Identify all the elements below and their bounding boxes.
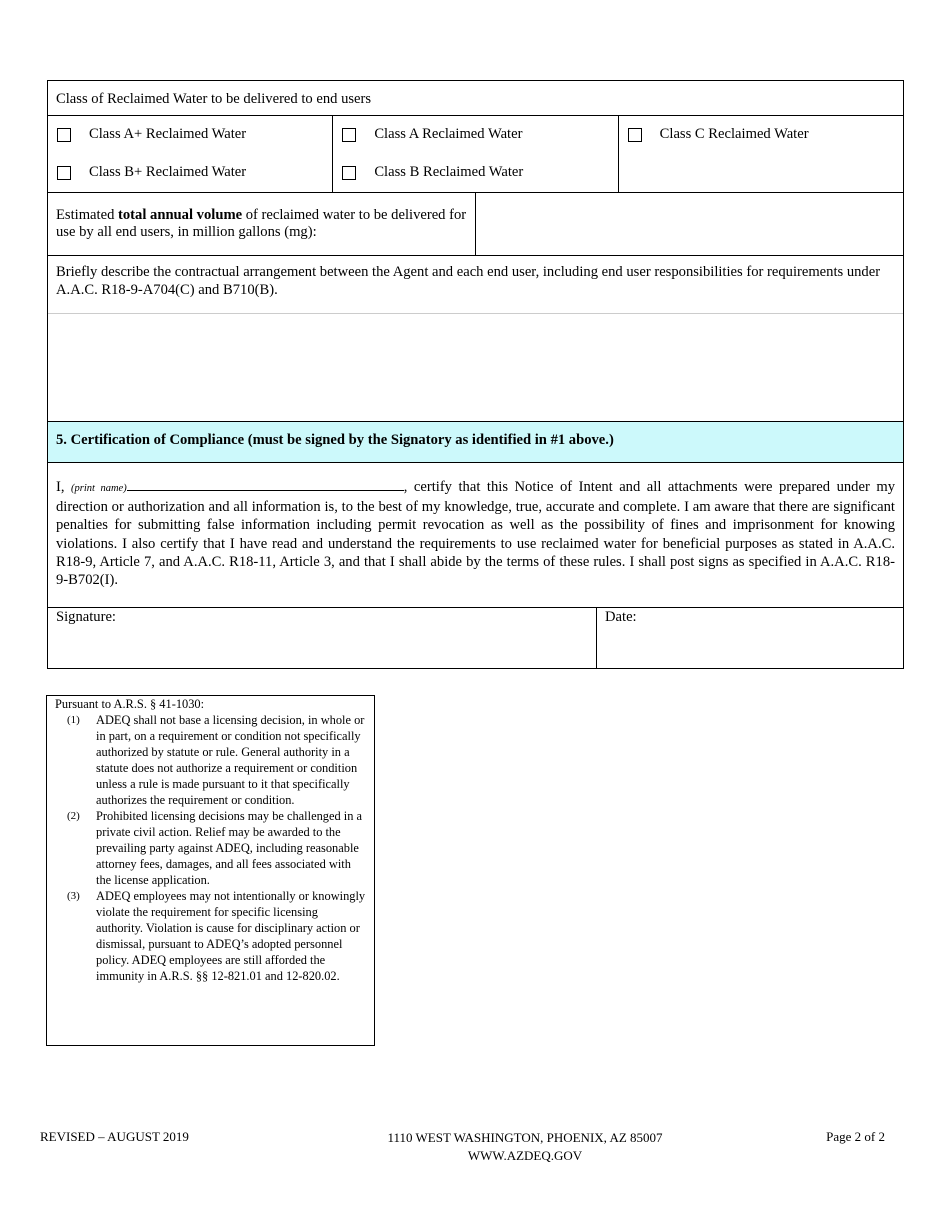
notice-item-text: Prohibited licensing decisions may be challenged in a private civil action. Relief may be awarded to the prevailing party against ADEQ, including reasonable attorney fees, damages, and all fees associated with the license application. [96, 809, 362, 887]
certification-header: 5. Certification of Compliance (must be signed by the Signatory as identified in #1 above.) [48, 422, 903, 463]
class-a-checkbox[interactable] [342, 128, 356, 142]
class-options-grid [48, 116, 903, 193]
class-column-3 [619, 116, 903, 192]
annual-volume-label: Estimated total annual volume of reclaimed water to be delivered for use by all end users, in million gallons (mg): [48, 193, 476, 255]
class-b-option[interactable] [333, 163, 617, 182]
annual-volume-field[interactable] [476, 193, 903, 255]
footer-address: 1110 WEST WASHINGTON, PHOENIX, AZ 85007 [387, 1130, 663, 1145]
annual-volume-row [48, 193, 903, 256]
class-section-header: Class of Reclaimed Water to be delivered to end users [48, 81, 903, 116]
notice-item-number: (2) [67, 810, 80, 822]
footer-website[interactable]: WWW.AZDEQ.GOV [467, 1148, 583, 1163]
class-a-plus-checkbox[interactable] [57, 128, 71, 142]
footer-address-block [375, 1129, 675, 1165]
print-name-field[interactable] [127, 477, 404, 491]
class-b-plus-option[interactable] [48, 163, 332, 182]
notice-item [55, 712, 366, 808]
notice-item-text: ADEQ shall not base a licensing decision, in whole or in part, on a requirement or condition not specifically authorized by statute or rule. General authority in a statute does not authorize a requirement or condition unless a rule is made pursuant to it that specifically authorizes the requirement or condition. [96, 713, 365, 807]
notice-title: Pursuant to A.R.S. § 41-1030: [55, 697, 205, 711]
class-b-checkbox[interactable] [342, 166, 356, 180]
notice-item-number: (3) [67, 890, 80, 902]
class-a-option[interactable] [333, 125, 617, 144]
class-b-label: Class B Reclaimed Water [374, 164, 524, 180]
footer-revised-date: REVISED – AUGUST 2019 [40, 1129, 189, 1144]
class-a-plus-label: Class A+ Reclaimed Water [89, 126, 247, 142]
notice-item [55, 888, 366, 984]
contract-description-question: Briefly describe the contractual arrangement between the Agent and each end user, including end user responsibilities for requirements under A.A.C. R18-9-A704(C) and B710(B). [48, 256, 903, 314]
class-b-plus-label: Class B+ Reclaimed Water [89, 164, 247, 180]
class-c-option[interactable] [619, 125, 903, 144]
print-name-label: (print name) [71, 483, 127, 494]
notice-item [55, 808, 366, 888]
signature-row [48, 608, 903, 668]
class-c-label: Class C Reclaimed Water [659, 126, 809, 142]
class-b-plus-checkbox[interactable] [57, 166, 71, 180]
class-column-1 [48, 116, 333, 192]
class-column-2 [333, 116, 618, 192]
class-c-checkbox[interactable] [628, 128, 642, 142]
signature-label: Signature: [56, 609, 116, 626]
class-a-plus-option[interactable] [48, 125, 332, 144]
footer-page-number: Page 2 of 2 [826, 1129, 885, 1144]
date-label: Date: [605, 609, 637, 626]
notice-item-number: (1) [67, 714, 80, 726]
class-a-label: Class A Reclaimed Water [374, 126, 523, 142]
statute-notice-box [46, 695, 375, 1046]
notice-item-text: ADEQ employees may not intentionally or knowingly violate the requirement for specific licensing authority. Violation is cause for disciplinary action or dismissal, pursuant to ADEQ’s adopted personnel policy. ADEQ employees are still afforded the immunity in A.R.S. §§ 12-821.01 and 12-820.02. [96, 889, 366, 983]
signature-field[interactable] [48, 608, 597, 668]
contract-description-field[interactable] [48, 314, 903, 421]
contract-description-row [48, 256, 903, 422]
reclaimed-water-form [47, 80, 904, 669]
date-field[interactable] [597, 608, 903, 668]
certification-statement: I, (print name) , certify that this Notice of Intent and all attachments were prepared under my direction or authorization and all information is, to the best of my knowledge, true, accurate and complete. I am aware that there are significant penalties for submitting false information including permit revocation as well as the possibility of fines and imprisonment for knowing violations. I also certify that I have read and understand the requirements to use reclaimed water for beneficial purposes as stated in A.A.C. R18-9, Article 7, and A.A.C. R18-11, Article 3, and that I shall abide by the terms of these rules. I shall post signs as specified in A.A.C. R18-9-B702(I). [48, 463, 903, 608]
